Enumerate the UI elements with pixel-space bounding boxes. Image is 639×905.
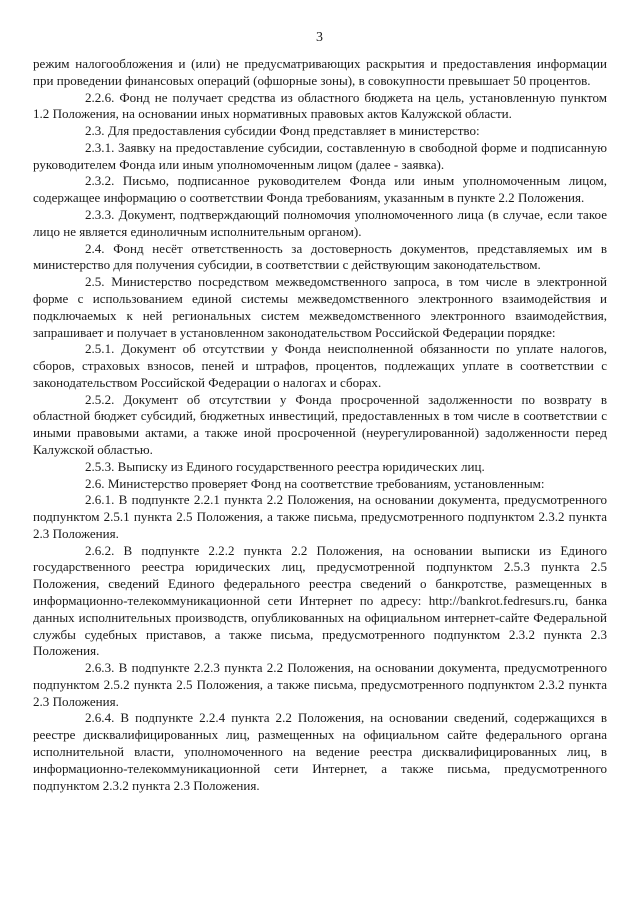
paragraph: 2.5. Министерство посредством межведомственного запроса, в том числе в электронной форме с использованием единой системы межведомственного электронного взаимодействия и подключаемых к ней региональных систем межведомственного электронного взаимодействия, запрашивает и получает в установленном законодательством Российской Федерации порядке: — [33, 274, 607, 340]
paragraph: 2.3.1. Заявку на предоставление субсидии, составленную в свободной форме и подписанную руководителем Фонда или иным уполномоченным лицом (далее - заявка). — [33, 139, 607, 172]
paragraph: 2.6.2. В подпункте 2.2.2 пункта 2.2 Положения, на основании выписки из Единого государственного реестра юридических лиц, предусмотренной подпунктом 2.5.3 пункта 2.5 Положения, сведений Единого федерального реестра сведений о банкротстве, размещенных в информационно-телекоммуникационной сети Интернет по адресу: http://bankrot.fedresurs.ru, банка данных исполнительных производств, опубликованных на официальном интернет-сайте Федеральной службы судебных приставов, а также письма, предусмотренного подпунктом 2.3.2 пункта 2.3 Положения. — [33, 542, 607, 659]
paragraph: 2.6.3. В подпункте 2.2.3 пункта 2.2 Положения, на основании документа, предусмотренного подпунктом 2.5.2 пункта 2.5 Положения, а также письма, предусмотренного подпунктом 2.3.2 пункта 2.3 Положения. — [33, 660, 607, 709]
paragraph: 2.2.6. Фонд не получает средства из областного бюджета на цель, установленную пунктом 1.2 Положения, на основании иных нормативных правовых актов Калужской области. — [33, 89, 607, 122]
paragraph: 2.3.2. Письмо, подписанное руководителем Фонда или иным уполномоченным лицом, содержащее информацию о соответствии Фонда требованиям, указанным в пункте 2.2 Положения. — [33, 173, 607, 206]
paragraph: 2.6. Министерство проверяет Фонд на соответствие требованиям, установленным: — [85, 475, 545, 491]
paragraph: 2.5.3. Выписку из Единого государственного реестра юридических лиц. — [85, 458, 485, 474]
paragraph: 2.5.2. Документ об отсутствии у Фонда просроченной задолженности по возврату в областной бюджет субсидий, бюджетных инвестиций, предоставленных в том числе в соответствии с иными правовыми актами, а также иной просроченной (неурегулированной) задолженности перед Калужской областью. — [33, 391, 607, 457]
paragraph: 2.6.4. В подпункте 2.2.4 пункта 2.2 Положения, на основании сведений, содержащихся в реестре дисквалифицированных лиц, размещенных на официальном сайте федерального органа исполнительной власти, уполномоченного на ведение реестра дисквалифицированных лиц, в информационно-телекоммуникационной сети Интернет, а также письма, предусмотренного подпунктом 2.3.2 пункта 2.3 Положения. — [33, 710, 607, 793]
paragraph: 2.5.1. Документ об отсутствии у Фонда неисполненной обязанности по уплате налогов, сборов, страховых взносов, пеней и штрафов, процентов, подлежащих уплате в соответствии с законодательством Российской Федерации о налогах и сборах. — [33, 341, 607, 390]
paragraph: 2.6.1. В подпункте 2.2.1 пункта 2.2 Положения, на основании документа, предусмотренного подпунктом 2.5.1 пункта 2.5 Положения, а также письма, предусмотренного подпунктом 2.3.2 пункта 2.3 Положения. — [33, 492, 607, 541]
paragraph: режим налогообложения и (или) не предусматривающих раскрытия и предоставления информации при проведении финансовых операций (офшорные зоны), в совокупности превышает 50 процентов. — [33, 56, 607, 88]
paragraph: 2.4. Фонд несёт ответственность за достоверность документов, представляемых им в министерство для получения субсидии, в соответствии с действующим законодательством. — [33, 240, 607, 273]
page-number: 3 — [316, 30, 323, 45]
paragraph: 2.3. Для предоставления субсидии Фонд представляет в министерство: — [85, 123, 480, 139]
document-body — [33, 56, 607, 794]
paragraph: 2.3.3. Документ, подтверждающий полномочия уполномоченного лица (в случае, если такое лицо не является единоличным исполнительным органом). — [33, 207, 607, 239]
